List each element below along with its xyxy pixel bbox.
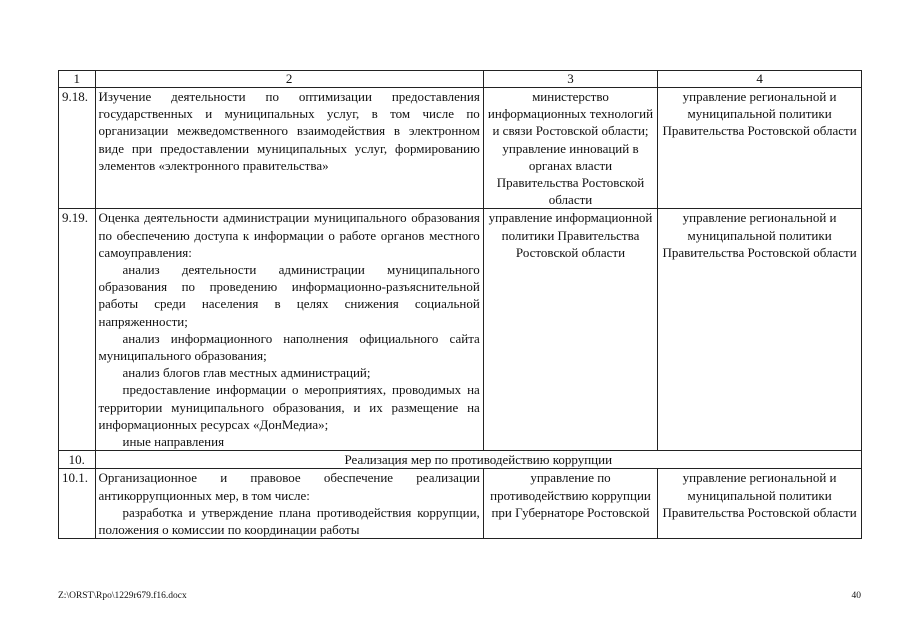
row-executor: министерство информационных технологий и связи Ростовской области; управление инноваций в органах власти Правительства Ростовской области — [483, 88, 657, 209]
description-item: анализ информационного наполнения официального сайта муниципального образования; — [98, 330, 480, 364]
section-title: Реализация мер по противодействию коррупции — [95, 451, 862, 469]
row-number: 9.19. — [59, 209, 96, 451]
table-header-row — [59, 71, 862, 88]
row-executor: управление информационной политики Правительства Ростовской области — [483, 209, 657, 451]
row-executor: управление по противодействию коррупции при Губернаторе Ростовской — [483, 469, 657, 539]
description-intro: Оценка деятельности администрации муниципального образования по обеспечению доступа к информации о работе органов местного самоуправления: — [98, 210, 480, 260]
row-description: Изучение деятельности по оптимизации предоставления государственных и муниципальных услуг, в том числе по организации межведомственного взаимодействия в электронном виде при предоставлении муниципальных услуг, формированию элементов «электронного правительства» — [95, 88, 483, 209]
row-coexecutor: управление региональной и муниципальной политики Правительства Ростовской области — [658, 469, 862, 539]
section-row — [59, 451, 862, 469]
table-row — [59, 88, 862, 209]
row-number: 9.18. — [59, 88, 96, 209]
description-item: предоставление информации о мероприятиях, проводимых на территории муниципального образования, и их размещение на информационных ресурсах «ДонМедиа»; — [98, 382, 480, 432]
description-intro: Организационное и правовое обеспечение реализации антикоррупционных мер, в том числе: — [98, 470, 480, 503]
header-cell-3: 3 — [483, 71, 657, 88]
table-row — [59, 469, 862, 539]
row-coexecutor: управление региональной и муниципальной политики Правительства Ростовской области — [658, 88, 862, 209]
row-description — [95, 469, 483, 539]
footer-file-path: Z:\ORST\Rpo\1229r679.f16.docx — [58, 591, 187, 601]
description-item: анализ блогов глав местных администраций; — [122, 365, 371, 381]
table-row — [59, 209, 862, 451]
section-number: 10. — [59, 451, 96, 469]
document-table — [58, 70, 862, 539]
header-cell-4: 4 — [658, 71, 862, 88]
description-item: разработка и утверждение плана противодействия коррупции, положения о комиссии по координации работы — [98, 504, 480, 538]
row-number: 10.1. — [59, 469, 96, 539]
description-item: иные направления — [122, 434, 225, 450]
header-cell-1: 1 — [59, 71, 96, 88]
footer-page-number: 40 — [851, 591, 861, 601]
description-item: анализ деятельности администрации муниципального образования по проведению информационно-разъяснительной работы среди населения в целях снижения социальной напряженности; — [98, 262, 480, 329]
row-description — [95, 209, 483, 451]
header-cell-2: 2 — [95, 71, 483, 88]
row-coexecutor: управление региональной и муниципальной политики Правительства Ростовской области — [658, 209, 862, 451]
